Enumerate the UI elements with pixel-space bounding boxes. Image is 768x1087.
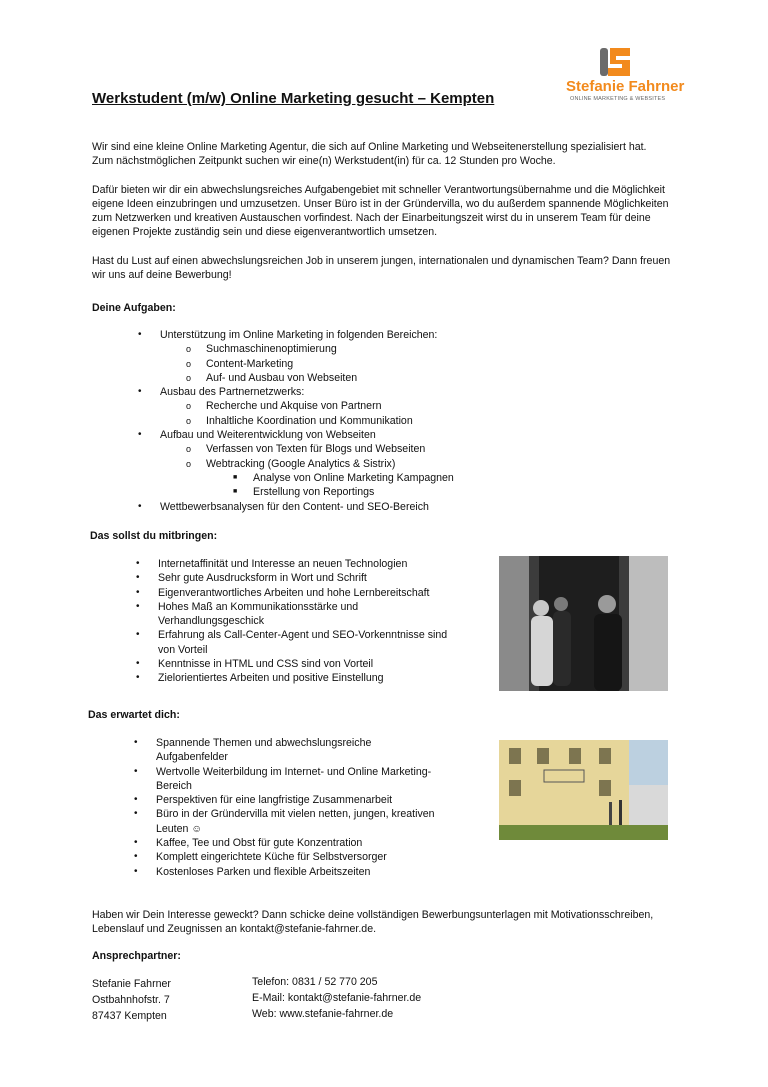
benefit-item [134,765,456,794]
bullet-icon: • [134,794,138,806]
task-text: Recherche und Akquise von Partnern [206,400,382,413]
circle-bullet-icon: o [186,372,192,383]
task-text: Content-Marketing [206,357,294,370]
bullet-icon: • [136,658,140,670]
benefits-heading: Das erwartet dich: [88,709,180,721]
bullet-icon: • [134,808,138,820]
contact-name: Stefanie Fahrner [92,978,171,990]
requirement-item-text: Hohes Maß an Kommunikationsstärke und Verhandlungsgeschick [158,600,359,628]
requirement-item [136,657,458,671]
task-item [0,385,600,399]
task-text: Erstellung von Reportings [253,486,375,499]
requirement-item-text: Erfahrung als Call-Center-Agent und SEO-Vorkenntnisse sind von Vorteil [158,629,448,656]
logo-tagline: ONLINE MARKETING & WEBSITES [570,96,666,102]
benefit-item [134,736,456,765]
task-item [0,357,600,371]
requirement-item [136,671,458,685]
benefit-item [134,807,456,836]
circle-bullet-icon: o [186,458,192,469]
task-text: Unterstützung im Online Marketing in folgenden Bereichen: [160,329,438,341]
bullet-icon: • [136,629,140,641]
requirement-item [136,571,458,585]
benefit-item [134,836,456,850]
requirement-item-text: Sehr gute Ausdrucksform in Wort und Schrift [158,572,367,585]
bullet-icon: • [134,851,138,863]
invite-line: wir uns auf deine Bewerbung! [92,269,232,281]
task-item [0,442,600,456]
intro-paragraph [92,140,647,168]
requirement-item-text: Internetaffinität und Interesse an neuen Technologien [158,558,408,570]
requirement-item [136,586,458,600]
intro-line: Zum nächstmöglichen Zeitpunkt suchen wir eine(n) Werkstudent(in) für ca. 12 Stunden pro Woche. [92,155,556,167]
offer-line: zum Netzwerken und kreativen Austauschen vorfindest. Nach der Einarbeitungszeit wirst du in unserem Team für deine [92,212,651,224]
benefit-item-text: Spannende Themen und abwechslungsreiche Aufgabenfelder [156,737,372,764]
benefit-item-text: Perspektiven für eine langfristige Zusammenarbeit [156,794,393,807]
team-photo [499,556,668,691]
task-item [0,428,600,442]
task-item [0,457,600,471]
bullet-icon: • [134,765,138,777]
closing-line: Lebenslauf und Zeugnissen an kontakt@stefanie-fahrner.de. [92,923,377,935]
bullet-icon: • [136,586,140,598]
benefit-item [134,865,456,879]
task-text: Aufbau und Weiterentwicklung von Webseiten [160,429,376,442]
bullet-icon: • [136,558,140,569]
circle-bullet-icon: o [186,401,192,412]
benefit-item-text: Büro in der Gründervilla mit vielen netten, jungen, kreativen Leuten ☺ [156,808,435,835]
tasks-list [0,328,600,514]
task-text: Analyse von Online Marketing Kampagnen [253,471,454,484]
requirements-list [136,557,458,686]
task-text: Webtracking (Google Analytics & Sistrix) [206,457,396,470]
task-item [0,485,600,499]
requirement-item-text: Kenntnisse in HTML und CSS sind von Vorteil [158,658,374,671]
offer-line: eigenen Projekte zuständig sein und diese eigenverantwortlich umsetzen. [92,226,438,238]
building-photo [499,740,668,840]
task-text: Wettbewerbsanalysen für den Content- und SEO-Bereich [160,500,429,513]
invite-paragraph [92,254,670,282]
requirement-item-text: Zielorientiertes Arbeiten und positive Einstellung [158,672,384,685]
closing-line: Haben wir Dein Interesse geweckt? Dann schicke deine vollständigen Bewerbungsunterlagen mit Motivationsschreiben, [92,909,654,921]
circle-bullet-icon: o [186,344,192,355]
logo-name: Stefanie Fahrner [566,78,685,95]
offer-paragraph [92,183,669,239]
benefit-item-text: Komplett eingerichtete Küche für Selbstversorger [156,851,387,864]
bullet-icon: • [136,672,140,684]
benefits-list [134,736,456,879]
task-text: Verfassen von Texten für Blogs und Webseiten [206,443,426,456]
bullet-icon: • [138,386,142,398]
benefit-item-text: Wertvolle Weiterbildung im Internet- und Online Marketing- Bereich [156,765,432,792]
circle-bullet-icon: o [186,358,192,369]
contact-email[interactable]: E-Mail: kontakt@stefanie-fahrner.de [252,992,422,1004]
closing-paragraph [92,908,653,936]
task-item [0,399,600,413]
requirement-item-text: Eigenverantwortliches Arbeiten und hohe Lernbereitschaft [158,586,430,599]
requirement-item [136,600,458,629]
bullet-icon: • [136,600,140,612]
task-item [0,342,600,356]
intro-line: Wir sind eine kleine Online Marketing Agentur, die sich auf Online Marketing und Webseitenerstellung spezialisiert hat. [92,141,647,153]
circle-bullet-icon: o [186,444,192,455]
task-item [0,414,600,428]
tasks-heading: Deine Aufgaben: [92,302,176,314]
task-item [0,371,600,385]
bullet-icon: • [134,837,138,849]
circle-bullet-icon: o [186,415,192,426]
benefit-item [134,850,456,864]
task-text: Inhaltliche Koordination und Kommunikation [206,414,413,427]
contact-address [92,976,171,1024]
contact-street: Ostbahnhofstr. 7 [92,994,170,1006]
bullet-icon: • [138,429,142,441]
bullet-icon: • [138,500,142,512]
page-title: Werkstudent (m/w) Online Marketing gesucht – Kempten [92,90,495,107]
requirement-item [136,557,458,571]
contact-phone: Telefon: 0831 / 52 770 205 [252,976,378,988]
company-logo [560,44,685,104]
task-item [0,500,600,514]
task-item [0,328,600,342]
contact-web[interactable]: Web: www.stefanie-fahrner.de [252,1008,394,1020]
benefit-item [134,793,456,807]
task-text: Auf- und Ausbau von Webseiten [206,371,358,384]
invite-line: Hast du Lust auf einen abwechslungsreichen Job in unserem jungen, internationalen und dynamischen Team? Dann freuen [92,255,671,267]
requirement-item [136,628,458,657]
benefit-item-text: Kaffee, Tee und Obst für gute Konzentration [156,837,363,850]
bullet-icon: • [138,329,142,340]
bullet-icon: • [136,572,140,584]
square-bullet-icon: ■ [233,488,238,496]
task-text: Ausbau des Partnernetzwerks: [160,386,305,399]
contact-city: 87437 Kempten [92,1010,167,1022]
bullet-icon: • [134,865,138,877]
offer-line: eigene Ideen einzubringen und umzusetzen. Unser Büro ist in der Gründervilla, wo du außerdem spannende Möglichkeiten [92,198,669,210]
contact-channels [252,974,421,1022]
bullet-icon: • [134,737,138,748]
requirements-heading: Das sollst du mitbringen: [90,530,218,542]
task-item [0,471,600,485]
task-text: Suchmaschinenoptimierung [206,343,337,356]
benefit-item-text: Kostenloses Parken und flexible Arbeitszeiten [156,865,371,878]
contact-heading: Ansprechpartner: [92,950,181,962]
offer-line: Dafür bieten wir dir ein abwechslungsreiches Aufgabengebiet mit schneller Verantwortungsübernahme und die Möglichkeit [92,184,665,196]
square-bullet-icon: ■ [233,473,238,481]
